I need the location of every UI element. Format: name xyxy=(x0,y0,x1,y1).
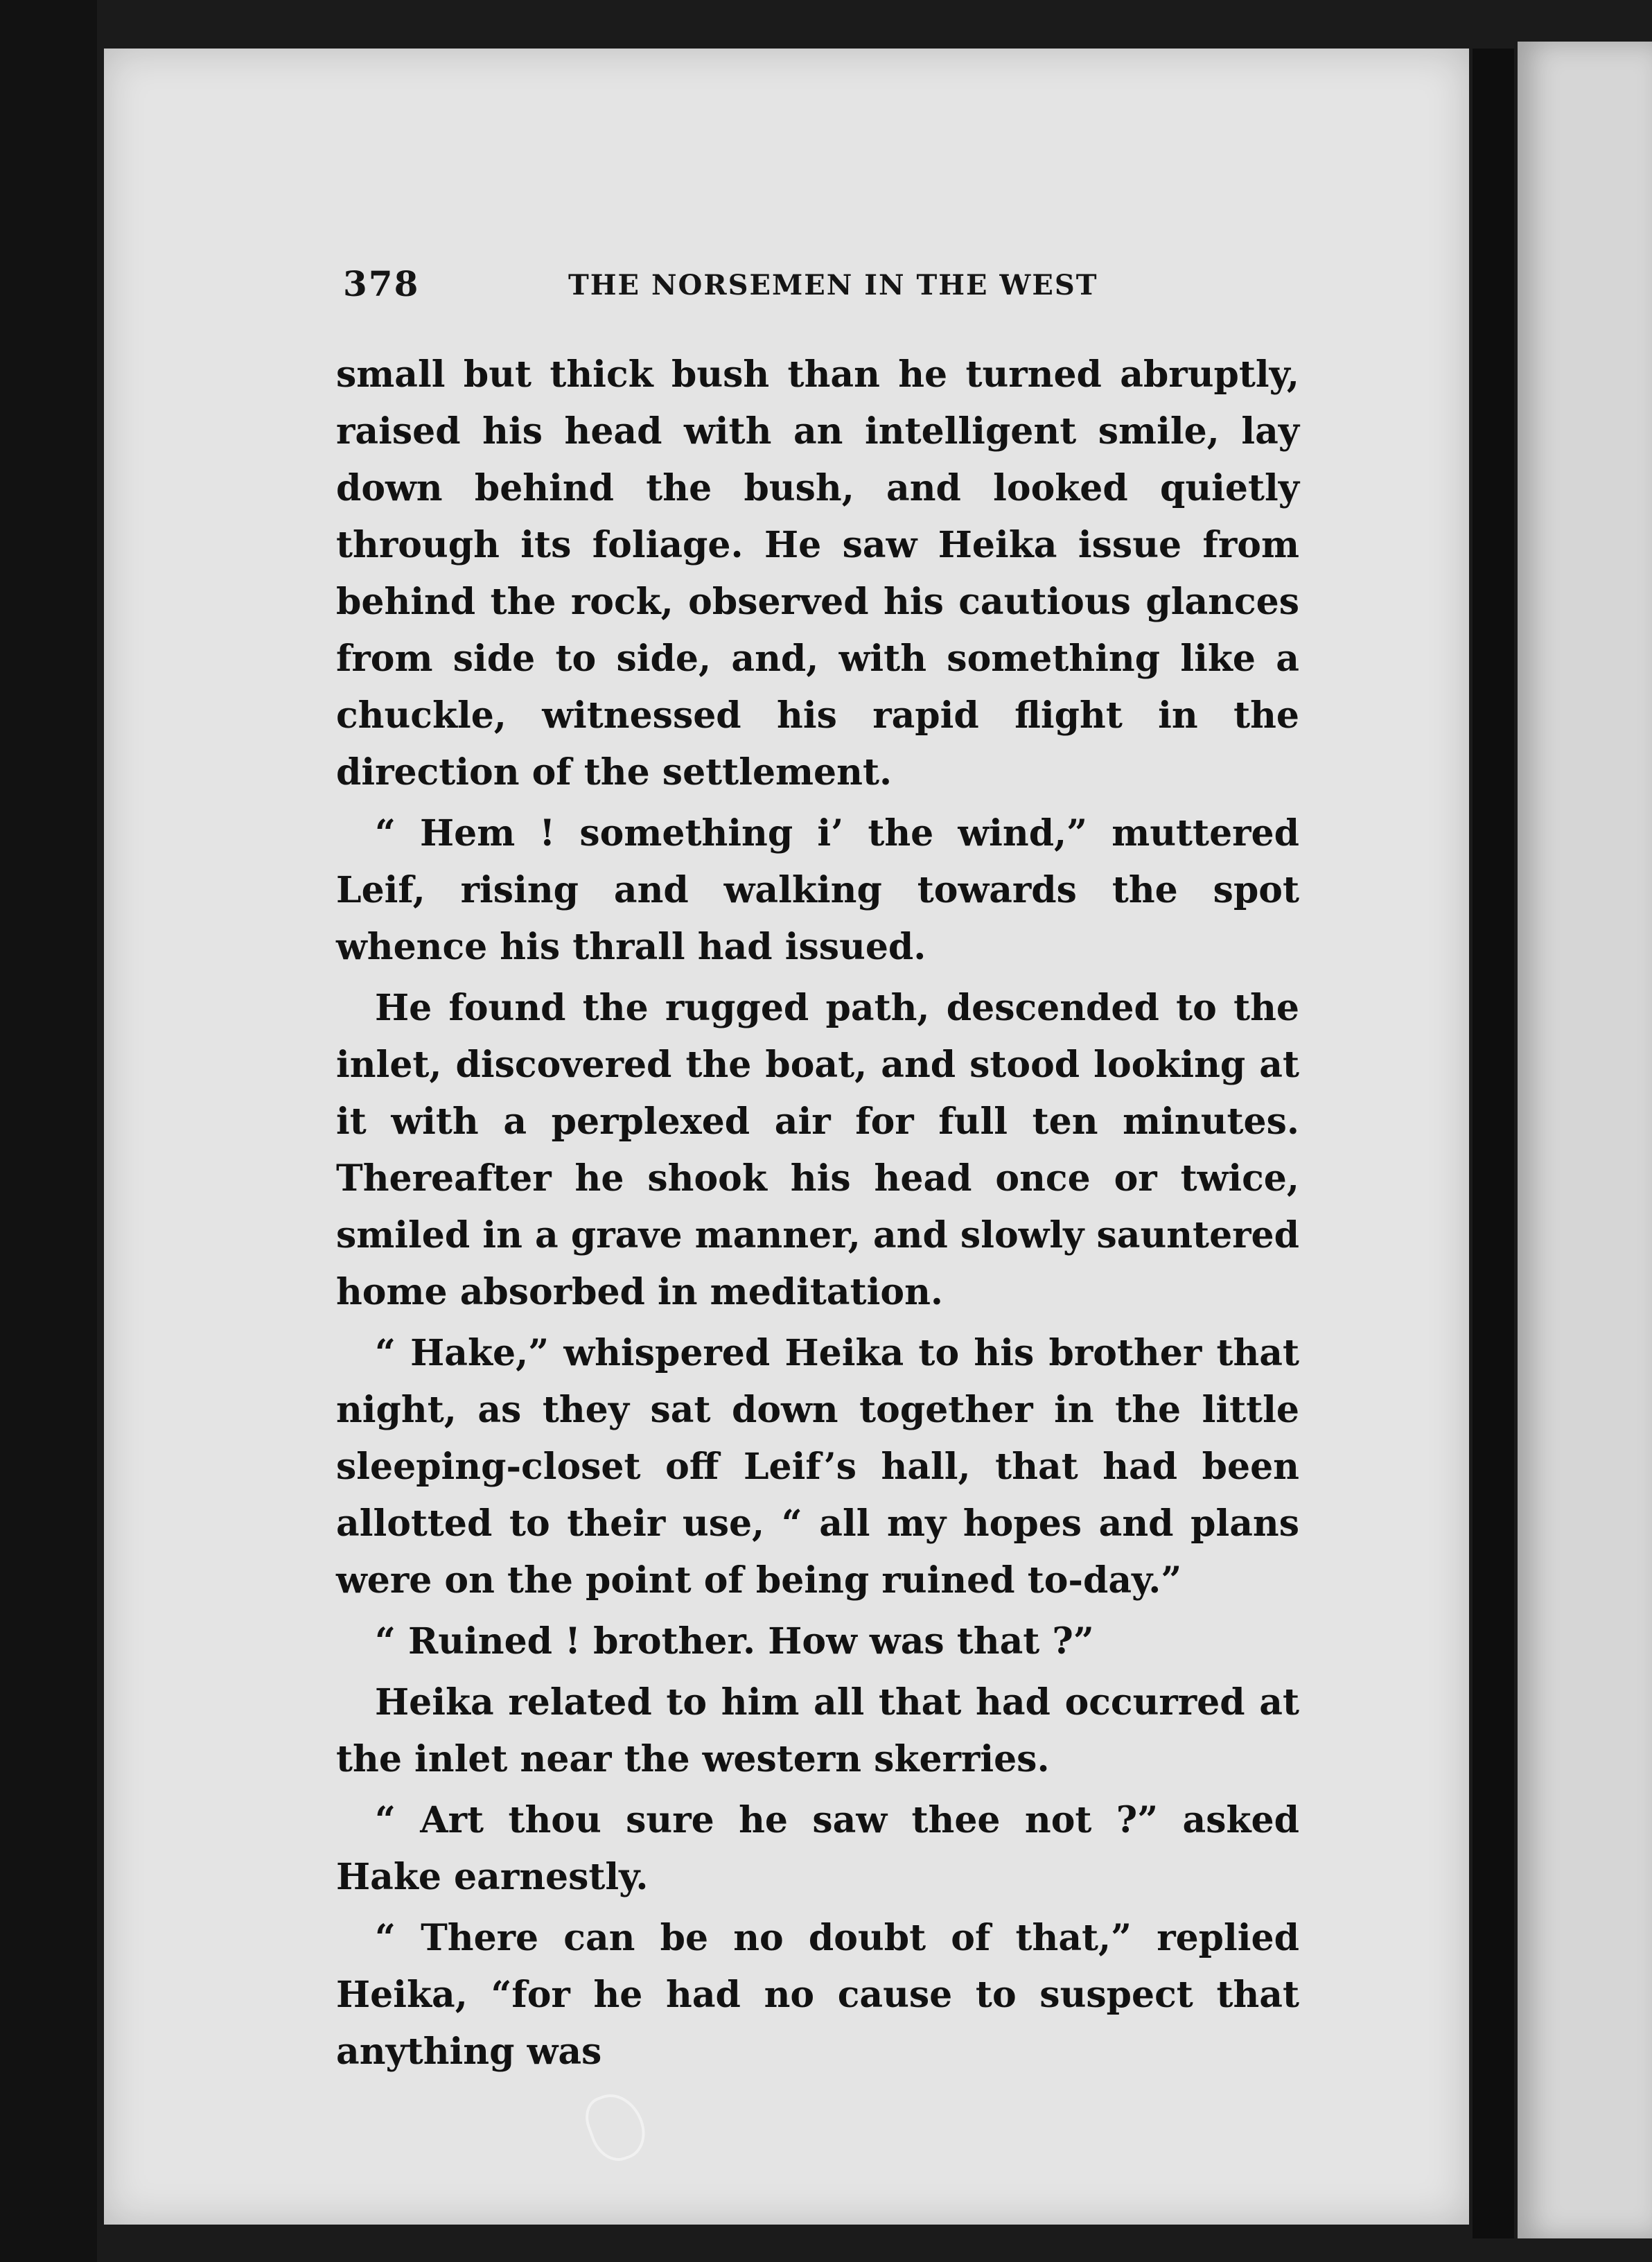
paragraph: “ Ruined ! brother. How was that ?” xyxy=(375,1620,1094,1663)
paragraph: “ Art thou sure he saw thee not ?” asked Hake earnestly. xyxy=(336,1799,1299,1898)
paragraph: He found the rugged path, descended to the inlet, discovered the boat, and stood looking at it with a perplexed air for full ten minutes. Thereafter he shook his head once or twice, smiled in a grave manner, and slowly sauntered home absorbed in meditation. xyxy=(336,987,1299,1313)
page-number: 378 xyxy=(343,263,420,304)
paragraph: “ There can be no doubt of that,” replied Heika, “for he had no cause to suspect that anything was xyxy=(336,1917,1299,2073)
paragraph: “ Hake,” whispered Heika to his brother that night, as they sat down together in the little sleeping-closet off Leif’s hall, that had been allotted to their use, “ all my hopes and plans were on the point of being ruined to-day.” xyxy=(336,1332,1299,1602)
page-gutter-shadow xyxy=(1473,49,1514,2238)
adjacent-page xyxy=(1518,42,1652,2238)
scan-border xyxy=(0,0,97,2262)
paragraph: “ Hem ! something i’ the wind,” muttered Leif, rising and walking towards the spot whence his thrall had issued. xyxy=(336,812,1299,968)
page-header xyxy=(236,263,1317,319)
paragraph: Heika related to him all that had occurred at the inlet near the western skerries. xyxy=(336,1681,1299,1780)
paragraph: small but thick bush than he turned abruptly, raised his head with an intelligent smile, lay down behind the bush, and looked quietly through its foliage. He saw Heika issue from behind the rock, observed his cautious glances from side to side, and, with something like a chuckle, witnessed his rapid flight in the direction of the settlement. xyxy=(336,353,1299,794)
body-text xyxy=(336,347,1299,2085)
running-head: THE NORSEMEN IN THE WEST xyxy=(568,269,1098,301)
